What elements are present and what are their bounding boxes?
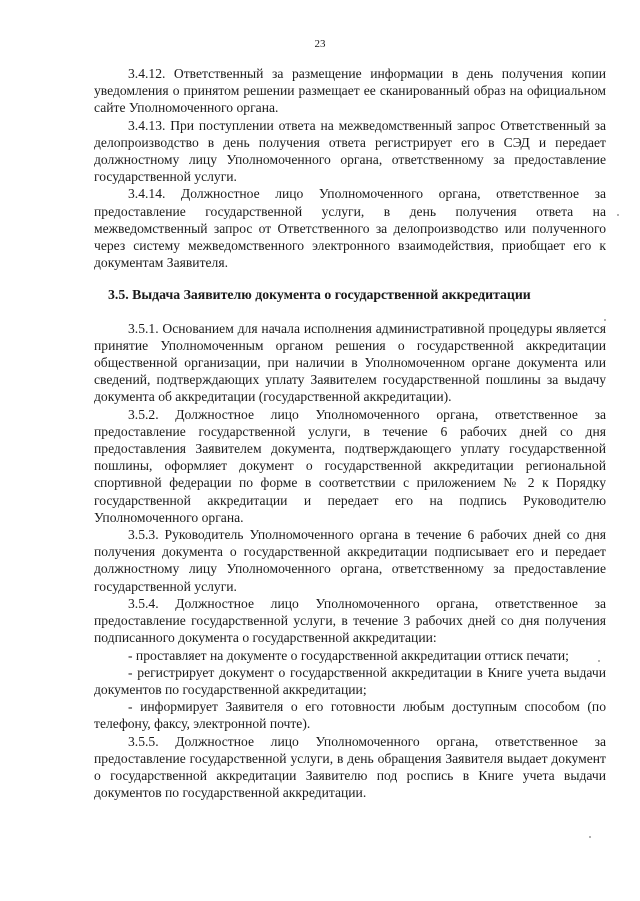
scan-speck <box>589 836 591 838</box>
paragraph-3-5-1: 3.5.1. Основанием для начала исполнения административной процедуры является принятие Уполномоченным органом решения о государственной аккредитации общественной организации, при наличии в Уполномоченном органе документа или сведений, подтверждающих уплату Заявителем государственной пошлины за выдачу документа об аккредитации (государственной аккредитации). <box>94 320 606 405</box>
scan-speck <box>617 214 619 216</box>
section-heading-3-5: 3.5. Выдача Заявителю документа о государственной аккредитации <box>108 287 531 303</box>
paragraph-3-5-5: 3.5.5. Должностное лицо Уполномоченного органа, ответственное за предоставление государственной услуги, в день обращения Заявителя выдает документ о государственной аккредитации Заявителю под роспись в Книге учета выдачи документов по государственной аккредитации. <box>94 733 606 801</box>
list-item-stamp: - проставляет на документе о государственной аккредитации оттиск печати; <box>128 647 569 663</box>
paragraph-3-4-14: 3.4.14. Должностное лицо Уполномоченного органа, ответственное за предоставление государственной услуги, в день получения ответа на межведомственный запрос от Ответственного за делопроизводство или полученного через систему межведомственного электронного взаимодействия, приобщает его к документам Заявителя. <box>94 186 606 271</box>
paragraph-3-5-2: 3.5.2. Должностное лицо Уполномоченного органа, ответственное за предоставление государственной услуги, в течение 6 рабочих дней со дня предоставления Заявителем документа, подтверждающего уплату государственной пошлины, оформляет документ о государственной аккредитации региональной спортивной федерации по форме в соответствии с приложением № 2 к Порядку государственной аккредитации и передает его на подпись Руководителю Уполномоченного органа. <box>94 406 606 525</box>
paragraph-3-4-13: 3.4.13. При поступлении ответа на межведомственный запрос Ответственный за делопроизводство в день получения ответа регистрирует его в СЭД и передает должностному лицу Уполномоченного органа, ответственному за предоставление государственной услуги. <box>94 117 606 185</box>
scan-speck <box>604 319 606 321</box>
list-item-register: - регистрирует документ о государственной аккредитации в Книге учета выдачи документов по государственной аккредитации; <box>94 664 606 697</box>
paragraph-3-4-12: 3.4.12. Ответственный за размещение информации в день получения копии уведомления о принятом решении размещает ее сканированный образ на официальном сайте Уполномоченного органа. <box>94 66 606 116</box>
list-item-inform: - информирует Заявителя о его готовности любым доступным способом (по телефону, факсу, электронной почте). <box>94 699 606 732</box>
document-body <box>94 65 606 801</box>
scan-speck <box>598 660 600 662</box>
paragraph-3-5-4: 3.5.4. Должностное лицо Уполномоченного органа, ответственное за предоставление государственной услуги, в течение 3 рабочих дней со дня получения подписанного документа о государственной аккредитации: <box>94 595 606 646</box>
page-number: 23 <box>314 38 326 50</box>
paragraph-3-5-3: 3.5.3. Руководитель Уполномоченного органа в течение 6 рабочих дней со дня получения документа о государственной аккредитации подписывает его и передает должностному лицу Уполномоченного органа, ответственному за предоставление государственной услуги. <box>94 527 606 594</box>
